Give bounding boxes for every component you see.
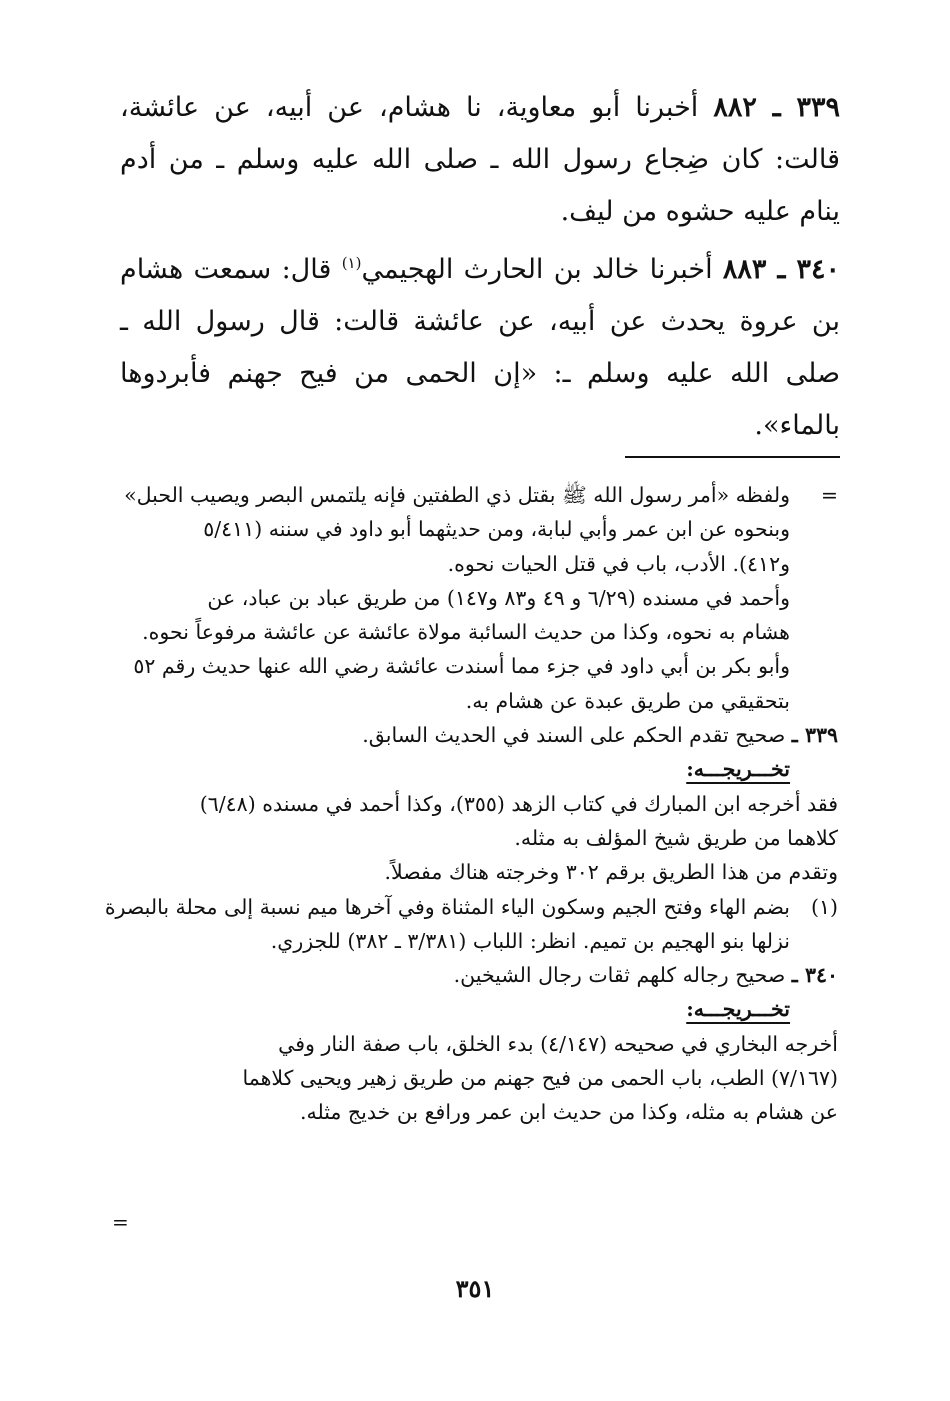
footnote-line: = ولفظه «أمر رسول الله ﷺ بقتل ذي الطفتين فإنه يلتمس البصر ويصيب الحبل» (130, 478, 838, 512)
footnote-ref: (١) (341, 254, 362, 272)
continuation-mark: = (820, 483, 838, 507)
hadith-text: أخبرنا خالد بن الحارث الهجيمي (361, 254, 713, 285)
footnote-line: وأحمد في مسنده (٦/٢٩ و ٤٩ و٨٣ و١٤٧) من طريق عباد بن عباد، عن (207, 585, 790, 610)
footnote-line: نزلها بنو الهجيم بن تميم. انظر: اللباب (٣/٣٨١ ـ ٣٨٢) للجزري. (270, 928, 790, 953)
footnote-line: هشام به نحوه، وكذا من حديث السائبة مولاة عائشة عن عائشة مرفوعاً نحوه. (142, 620, 790, 645)
hadith-number: ٣٣٩ ـ ٨٨٢ (713, 92, 840, 123)
hadith-text-cont: قال: سمعت هشام بن عروة يحدث عن أبيه، عن عائشة قالت: قال رسول الله ـ صلى الله عليه وسلم ـ: «إن الحمى من فيح جهنم فأبردوها بالماء». (120, 254, 840, 441)
note-340: ٣٤٠ ـ صحيح رجاله كلهم ثقات رجال الشيخين. (453, 963, 838, 988)
footnote-separator (625, 456, 840, 458)
footnote-line: بتحقيقي من طريق عبدة عن هشام به. (465, 688, 790, 713)
continuation-mark-end: = (112, 1210, 129, 1234)
footnote-line: كلاهما من طريق شيخ المؤلف به مثله. (514, 825, 838, 850)
hadith-339 (120, 82, 840, 238)
footnote-number: (١) (810, 894, 838, 919)
footnote-line: (٧/١٦٧) الطب، باب الحمى من فيح جهنم من طريق زهير ويحيى كلاهما (242, 1066, 838, 1091)
hadith-number: ٣٤٠ ـ ٨٨٣ (722, 254, 840, 285)
note-number: ٣٤٠ ـ (791, 963, 838, 988)
hadith-340 (120, 244, 840, 452)
takhrij-heading: تخـــريجـــه: (686, 757, 790, 782)
footnote-line: فقد أخرجه ابن المبارك في كتاب الزهد (٣٥٥)، وكذا أحمد في مسنده (٦/٤٨) (199, 791, 838, 816)
takhrij-heading: تخـــريجـــه: (686, 997, 790, 1022)
footnotes (104, 478, 838, 1130)
footnote-1: (١) بضم الهاء وفتح الجيم وسكون الياء المثناة وفي آخرها ميم نسبة إلى محلة بالبصرة (130, 890, 838, 924)
note-number: ٣٣٩ ـ (791, 723, 838, 748)
page-number: ٣٥١ (455, 1274, 495, 1303)
hadith-text: أخبرنا أبو معاوية، نا هشام، عن أبيه، عن عائشة، قالت: كان ضِجاع رسول الله ـ صلى الله عليه وسلم ـ من أدم ينام عليه حشوه من ليف. (120, 92, 840, 227)
footnote-line: وبنحوه عن ابن عمر وأبي لبابة، ومن حديثهما أبو داود في سننه (٥/٤١١ (203, 517, 790, 542)
footnote-line: عن هشام به مثله، وكذا من حديث ابن عمر ورافع بن خديج مثله. (299, 1100, 838, 1125)
note-339: ٣٣٩ ـ صحيح تقدم الحكم على السند في الحديث السابق. (362, 723, 838, 748)
footnote-line: وتقدم من هذا الطريق برقم ٣٠٢ وخرجته هناك مفصلاً. (384, 860, 838, 885)
footnote-line: أخرجه البخاري في صحيحه (٤/١٤٧) بدء الخلق، باب صفة النار وفي (278, 1031, 838, 1056)
footnote-line: و٤١٢). الأدب، باب في قتل الحيات نحوه. (447, 551, 790, 576)
main-text (120, 82, 840, 452)
footnote-line: وأبو بكر بن أبي داود في جزء مما أسندت عائشة رضي الله عنها حديث رقم ٥٢ (133, 654, 790, 679)
